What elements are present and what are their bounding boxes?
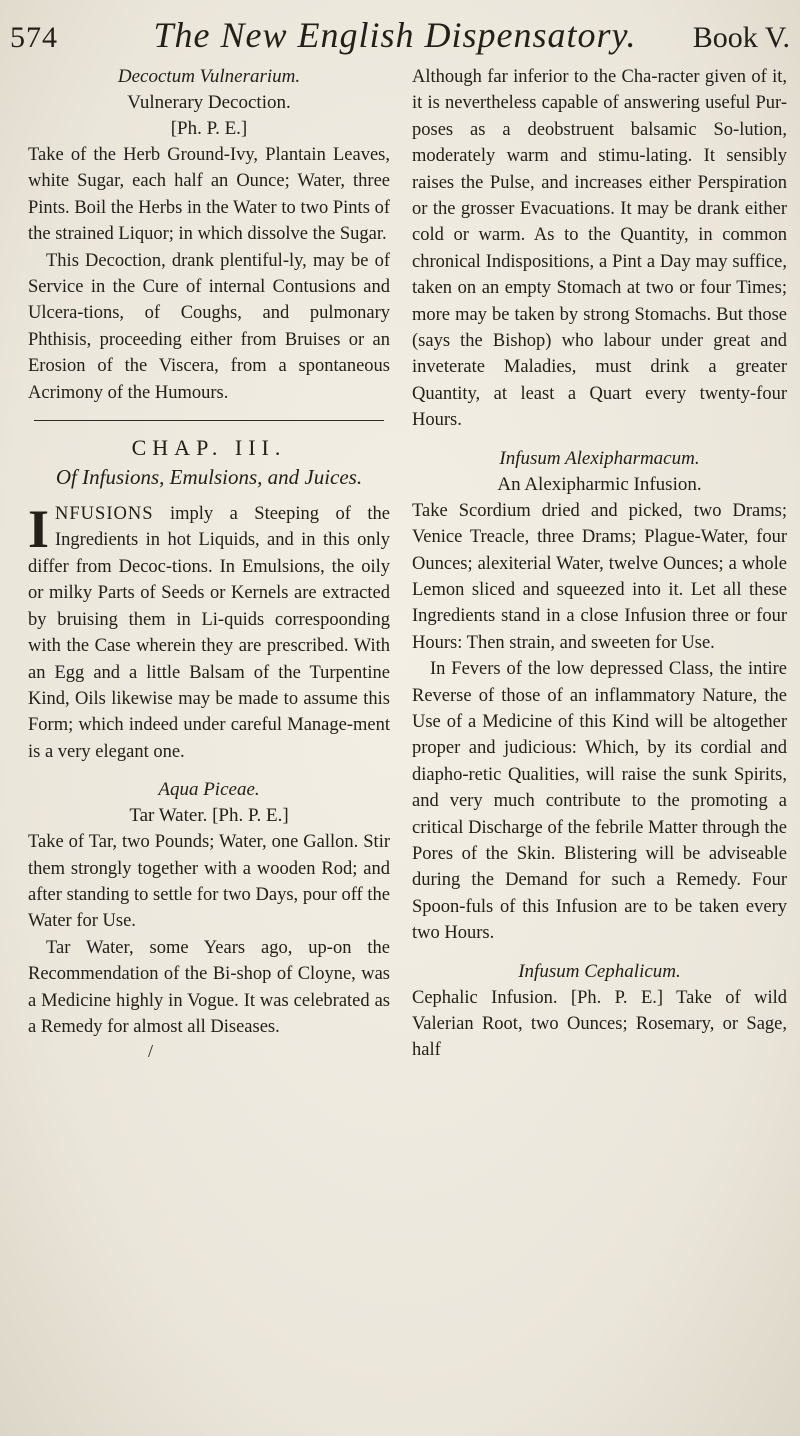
entry-title: Aqua Piceae. [158,779,260,801]
right-column [412,64,787,1064]
left-column [28,64,390,1062]
entry-subtitle: Vulnerary Decoction. [127,92,291,113]
chapter-intro [28,501,390,765]
stray-mark: / [148,1041,154,1062]
intro-smallcaps: NFUSIONS [55,504,154,525]
entry-title: Infusum Alexipharmacum. [499,447,700,469]
entry-commentary: Tar Water, some Years ago, up-on the Recommendation of the Bi-shop of Cloyne, was a Medicine highly in Vogue. It was celebrated as a Remedy for almost all Diseases. [28,937,390,1037]
entry-title: Infusum Cephalicum. [518,960,681,982]
book-number: Book V. [692,21,790,54]
commentary-paragraph: Although far inferior to the Cha-racter given of it, it is nevertheless capable of answering useful Pur-poses as a deobstruent balsamic So-lution, moderately warm and stimu-lating. It sensibly raises the Pulse, and increases either Perspiration or the grosser Evacuations. It may be drank either cold or warm. As to the Quantity, in common chronical Indispositions, a Pint a Day may suffice, taken on an empty Stomach at two or four Times; more may be taken by strong Stomachs. But those (says the Bishop) who labour under great and inveterate Maladies, must drink a greater Quantity, at least a Quart every twenty-four Hours. [412,67,787,431]
chapter-title: Of Infusions, Emulsions, and Juices. [55,465,363,490]
page-number: 574 [10,21,58,54]
section-divider [34,420,384,421]
entry-recipe: Take Scordium dried and picked, two Drams; Venice Treacle, three Drams; Plague-Water, four Ounces; alexiterial Water, twelve Ounces; a whole Lemon sliced and squeezed into it. Let all these Ingredients stand in a close Infusion three or four Hours: Then strain, and sweeten for Use. [412,500,787,653]
chapter-heading: CHAP. III. [131,435,287,461]
entry-commentary: In Fevers of the low depressed Class, the intire Reverse of those of an inflammatory Nature, the Use of a Medicine of this Kind will be altogether proper and judicious: Which, by its cordial and diapho-retic Qualities, will raise the sunk Spirits, and very much contribute to the promoting a critical Discharge of the febrile Matter through the Pores of the Skin. Blistering will be adviseable during the Demand for such a Remedy. Four Spoon-fuls of this Infusion are to be taken every two Hours. [412,659,787,944]
running-title: The New English Dispensatory. [153,15,637,55]
drop-cap: I [28,499,50,560]
page-header [10,14,790,60]
entry-title: Decoctum Vulnerarium. [117,66,301,87]
entry-subtitle: Tar Water. [Ph. P. E.] [129,805,289,827]
entry-recipe: Take of the Herb Ground-Ivy, Plantain Leaves, white Sugar, each half an Ounce; Water, three Pints. Boil the Herbs in the Water to two Pints of the strained Liquor; in which dissolve the Sugar. [28,145,390,245]
entry-commentary: This Decoction, drank plentiful-ly, may be of Service in the Cure of internal Contusions and Ulcera-tions, of Coughs, and pulmonary Phthisis, proceeding either from Bruises or an Erosion of the Viscera, from a spontaneous Acrimony of the Humours. [28,250,390,403]
entry-reference: [Ph. P. E.] [170,118,248,139]
entry-recipe: Cephalic Infusion. [Ph. P. E.] Take of wild Valerian Root, two Ounces; Rosemary, or Sage, half [412,987,787,1061]
entry-subtitle: An Alexipharmic Infusion. [497,473,702,495]
entry-recipe: Take of Tar, two Pounds; Water, one Gallon. Stir them strongly together with a wooden Rod; and after standing to settle for two Days, pour off the Water for Use. [28,832,390,932]
intro-text: imply a Steeping of the Ingredients in hot Liquids, and in this only differ from Decoc-tions. In Emulsions, the oily or milky Parts of Seeds or Kernels are extracted by bruising them in Li-quids correspoonding with the Case wherein they are prescribed. With an Egg and a little Balsam of the Turpentine Kind, Oils likewise may be made to assume this Form; which indeed under careful Manage-ment is a very elegant one. [28,504,390,762]
